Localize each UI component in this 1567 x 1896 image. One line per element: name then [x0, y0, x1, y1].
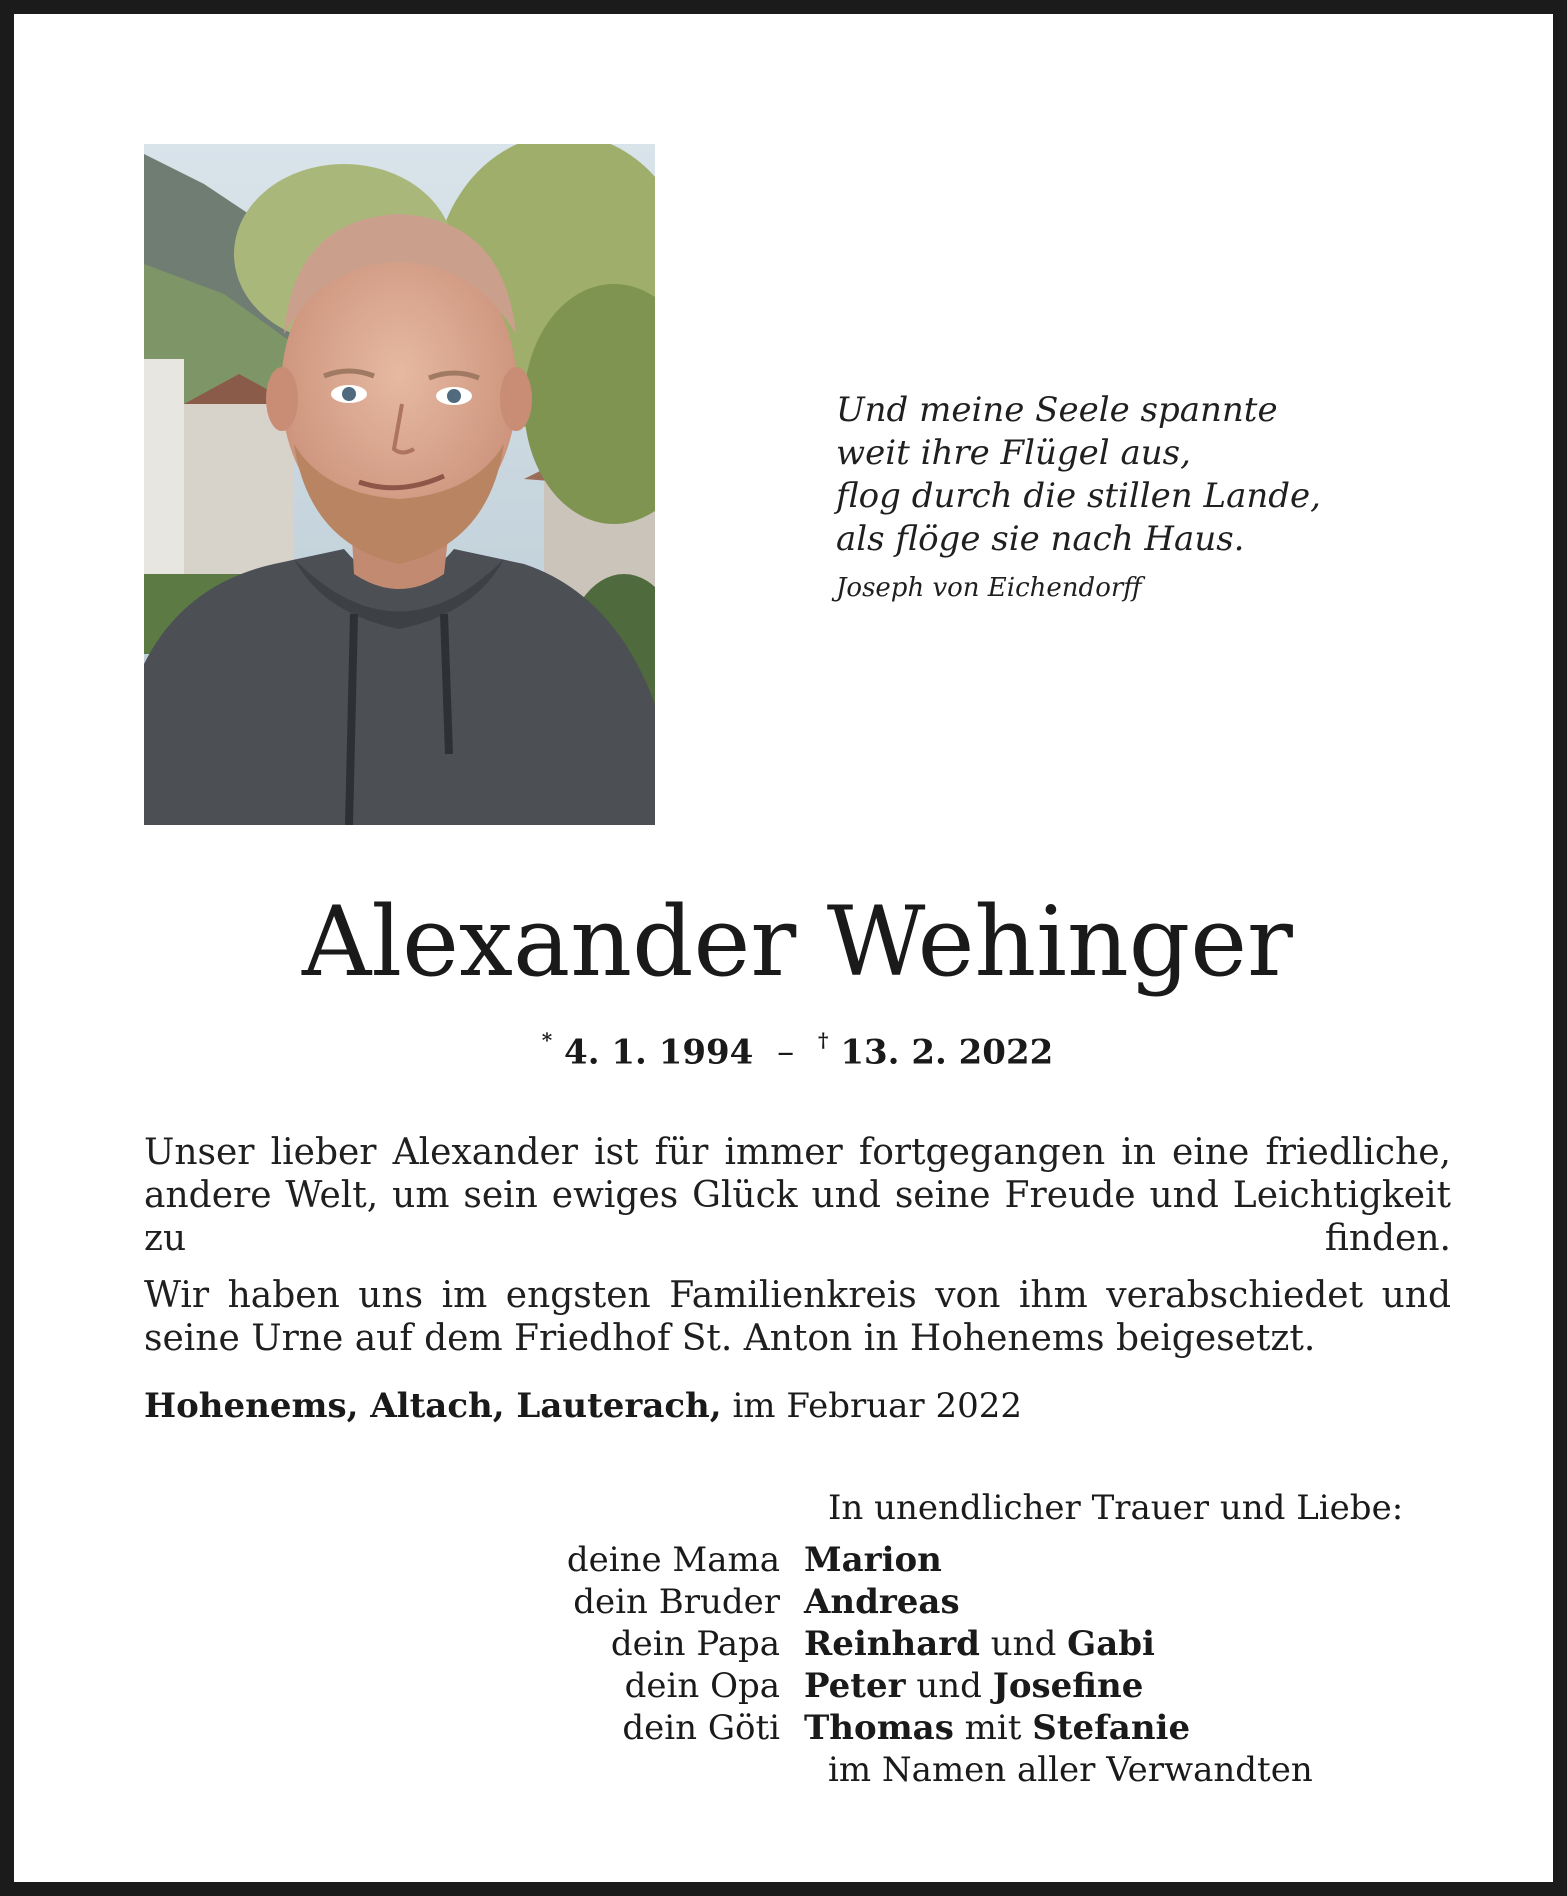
mourner-name: Reinhard — [804, 1624, 980, 1664]
death-date: 13. 2. 2022 — [840, 1032, 1054, 1073]
quote-author: Joseph von Eichendorff — [836, 573, 1142, 603]
relation-label: dein Göti — [622, 1708, 780, 1748]
mourner-names — [804, 1623, 1155, 1665]
announcement-date: im Februar 2022 — [732, 1386, 1022, 1426]
place-and-date — [144, 1384, 1022, 1428]
quote-line: weit ihre Flügel aus, — [836, 433, 1191, 473]
birth-date: 4. 1. 1994 — [564, 1032, 754, 1073]
relation-label: dein Bruder — [573, 1582, 780, 1622]
family-list — [484, 1539, 1384, 1791]
quote-line: Und meine Seele spannte — [836, 390, 1278, 430]
quote-line: als flöge sie nach Haus. — [836, 519, 1245, 559]
announcement-paragraph: Wir haben uns im engsten Familienkreis von ihm verabschiedet und seine Urne auf dem Friedhof St. Anton in Hohenems beigesetzt. — [144, 1275, 1451, 1359]
portrait-photo — [144, 144, 655, 825]
portrait-image — [144, 144, 655, 825]
family-row — [484, 1623, 1384, 1665]
mourner-name: Gabi — [1067, 1624, 1155, 1664]
name-joiner: mit — [964, 1708, 1022, 1748]
towns: Hohenems, Altach, Lauterach, — [144, 1386, 722, 1426]
relation-label: dein Opa — [624, 1666, 780, 1706]
mourner-name: Andreas — [804, 1582, 960, 1622]
name-joiner: und — [990, 1624, 1057, 1664]
relation-label: dein Papa — [610, 1624, 780, 1664]
family-row — [484, 1665, 1384, 1707]
mourner-name: Josefine — [992, 1666, 1144, 1706]
quote-line: flog durch die stillen Lande, — [836, 476, 1321, 516]
mourner-names — [804, 1665, 1143, 1707]
name-joiner: und — [916, 1666, 982, 1706]
announcement-text — [144, 1131, 1451, 1374]
mourner-name: Marion — [804, 1540, 942, 1580]
deceased-name: Alexander Wehinger — [302, 886, 1293, 998]
mourner-name: Peter — [804, 1666, 906, 1706]
family-footer: im Namen aller Verwandten — [828, 1750, 1313, 1790]
death-cross-icon: † — [818, 1028, 829, 1052]
family-row — [484, 1539, 1384, 1581]
mourner-names — [804, 1707, 1190, 1749]
life-dates — [14, 1022, 1567, 1074]
mourner-names — [804, 1539, 942, 1581]
memorial-quote — [836, 389, 1321, 605]
announcement-paragraph: Unser lieber Alexander ist für immer fortgegangen in eine friedliche, andere Welt, um sein ewiges Glück und seine Freude und Leichtigkeit zu finden. — [144, 1132, 1451, 1259]
mourner-names — [804, 1581, 960, 1623]
birth-star-icon: * — [541, 1028, 553, 1052]
closing-line: In unendlicher Trauer und Liebe: — [828, 1488, 1404, 1528]
family-row — [484, 1581, 1384, 1623]
relation-label: deine Mama — [566, 1540, 780, 1580]
mourner-name: Thomas — [804, 1708, 954, 1748]
family-row — [484, 1707, 1384, 1749]
mourner-name: Stefanie — [1032, 1708, 1191, 1748]
date-separator: – — [777, 1032, 795, 1073]
